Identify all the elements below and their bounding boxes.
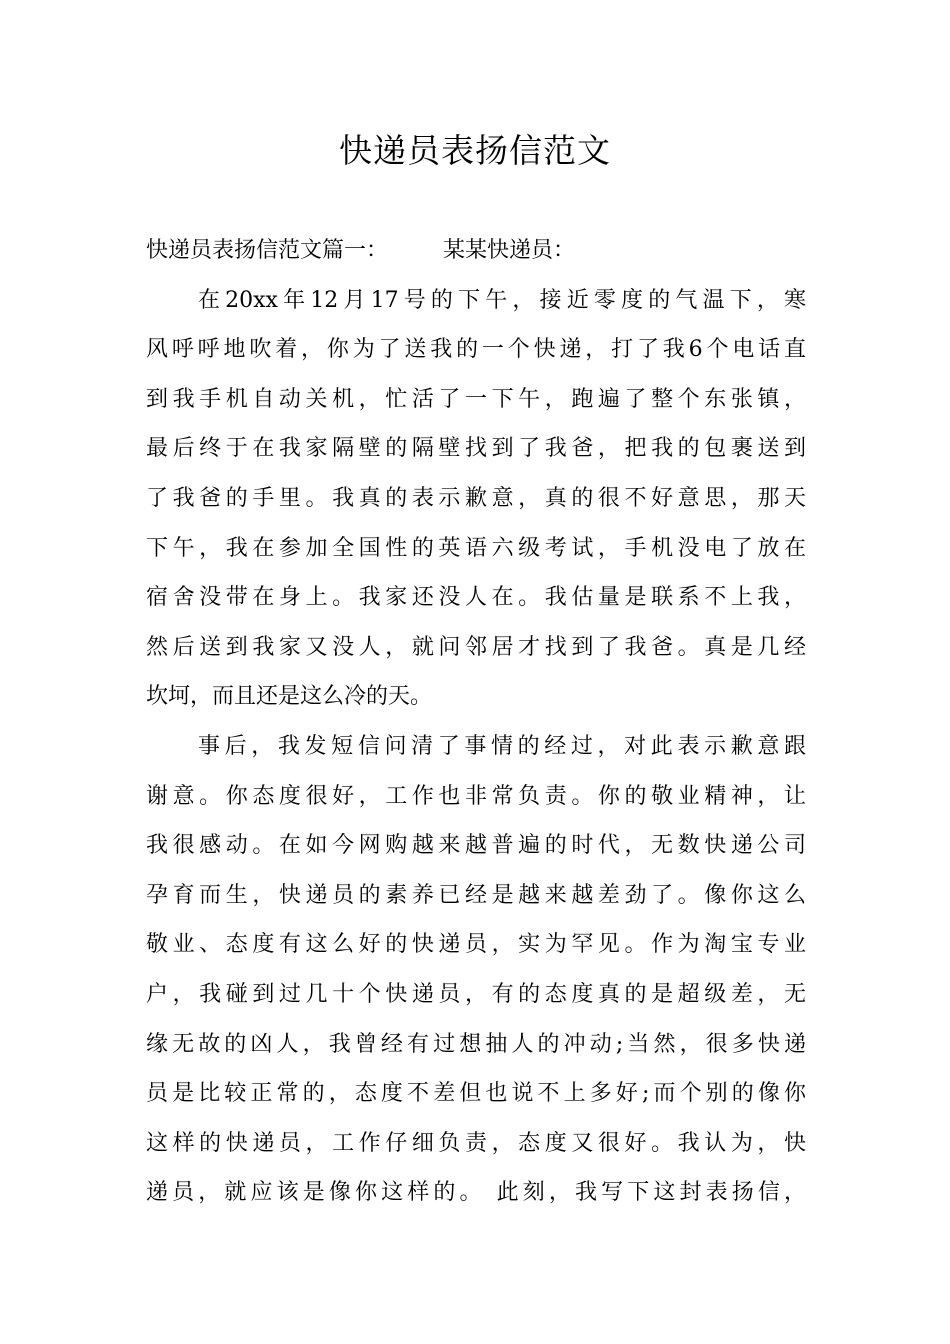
document-body bbox=[146, 226, 806, 1218]
text-line: 在20xx年12月17号的下午，接近零度的气温下，寒 bbox=[198, 287, 806, 313]
text-line: 宿舍没带在身上。我家还没人在。我估量是联系不上我， bbox=[146, 585, 806, 611]
text-line: 谢意。你态度很好，工作也非常负责。你的敬业精神，让 bbox=[146, 783, 806, 809]
text-line: 到我手机自动关机，忙活了一下午，跑遍了整个东张镇， bbox=[146, 386, 806, 412]
text-line: 孕育而生，快递员的素养已经是越来越差劲了。像你这么 bbox=[146, 882, 806, 908]
text-line: 事后，我发短信问清了事情的经过，对此表示歉意跟 bbox=[198, 733, 806, 759]
text-line: 下午，我在参加全国性的英语六级考试，手机没电了放在 bbox=[146, 535, 806, 561]
text-line: 户，我碰到过几十个快递员，有的态度真的是超级差，无 bbox=[146, 981, 806, 1007]
text-line: 递员，就应该是像你这样的。 此刻，我写下这封表扬信， bbox=[146, 1180, 806, 1206]
text-line: 风呼呼地吹着，你为了送我的一个快递，打了我6个电话直 bbox=[146, 337, 806, 363]
text-line: 我很感动。在如今网购越来越普遍的时代，无数快递公司 bbox=[146, 833, 806, 859]
text-line: 敬业、态度有这么好的快递员，实为罕见。作为淘宝专业 bbox=[146, 932, 806, 958]
document-title: 快递员表扬信范文 bbox=[339, 131, 611, 170]
text-line: 了我爸的手里。我真的表示歉意，真的很不好意思，那天 bbox=[146, 485, 806, 511]
text-line: 最后终于在我家隔壁的隔壁找到了我爸，把我的包裹送到 bbox=[146, 436, 806, 462]
text-line: 快递员表扬信范文篇一： 某某快递员： bbox=[146, 238, 576, 263]
text-line: 缘无故的凶人，我曾经有过想抽人的冲动;当然，很多快递 bbox=[146, 1031, 806, 1057]
text-line: 这样的快递员，工作仔细负责，态度又很好。我认为，快 bbox=[146, 1130, 806, 1156]
text-line: 员是比较正常的，态度不差但也说不上多好;而个别的像你 bbox=[146, 1081, 806, 1107]
text-line: 坎坷，而且还是这么冷的天。 bbox=[146, 684, 433, 710]
text-line: 然后送到我家又没人，就问邻居才找到了我爸。真是几经 bbox=[146, 634, 806, 660]
